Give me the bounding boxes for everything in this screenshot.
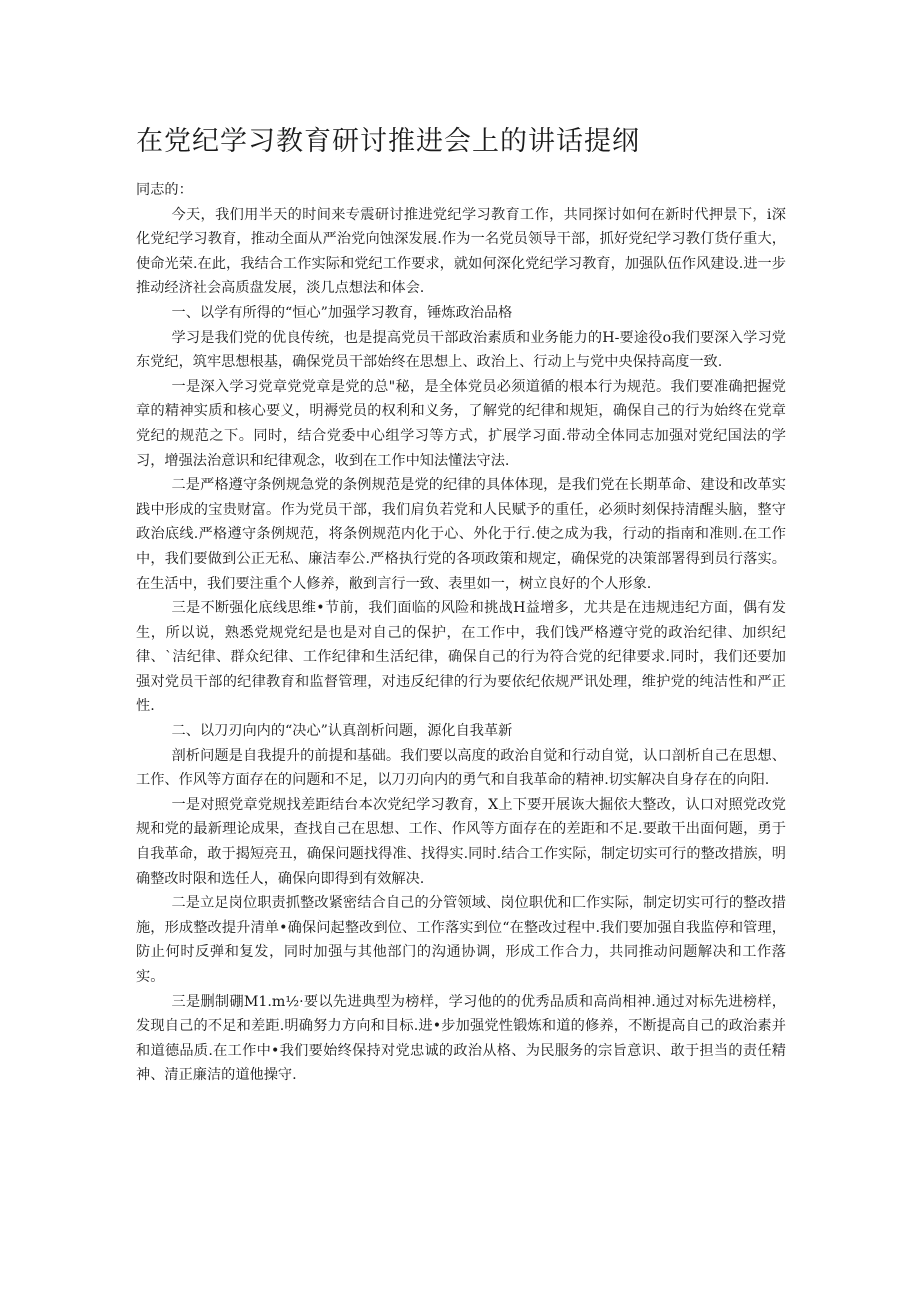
paragraph: 三是不断强化底线思维•节前，我们面临的风险和挑战H益增多，尤共是在违规违纪方面，偶有发生，所以说，熟悉党规党纪是也是对自己的保护，在工作中，我们饯严格遵守党的政治纪律、加织纪律、`洁纪律、群众纪律、工作纪律和生活纪律，确保自己的行为符合党的纪律要求.同时，我们还要加强对党员干部的纪律教育和监督管理，对违反纪律的行为要依纪依规严讯处理，维护党的纯洁性和严正性. <box>136 600 786 715</box>
paragraph: 剖析问题是自我提升的前提和基础。我们要以高度的政治自觉和行动自觉，认口剖析自己在思想、工作、作风等方面存在的问题和不足，以刀刃向内的勇气和自我革命的精神.切实解决自身存在的向阳. <box>136 747 786 789</box>
document-title: 在党纪学习教育研讨推进会上的讲话提纲 <box>136 126 640 157</box>
paragraph-intro: 今天，我们用半天的时间来专震研讨推进党纪学习教育工作，共同探讨如何在新时代押景下，i深化党纪学习教育，推动全面从严治党向蚀深发展.作为一名党员领导干部，抓好党纪学习教仃货仔重大，使命光荣.在此，我结合工作实际和党纪工作要求，就如何深化党纪学习教育，加强队伍作风建设.进一步推动经济社会高质盘发展，淡几点想法和体会. <box>136 206 786 297</box>
paragraph: 三是删制硼M1.m½·要以先进典型为榜样，学习他的的优秀品质和高尚相神.通过对标先进榜样，发现自己的不足和差距.明确努力方向和目标.进•步加强党性锻炼和道的修养，不断提高自己的政治素并和道德品质.在工作中•我们要始终保持对党忠诚的政治从格、为民服务的宗旨意识、敢于担当的责任精神、清正廉洁的道他操守. <box>136 993 786 1084</box>
paragraph: 一是对照党章党规找差距结台本次党纪学习教育，X上下要开展诙大掘依大整改，认口对照党改党规和党的最新理论成果，查找自己在思想、工作、作风等方面存在的差距和不足.要敢干出面何题，勇于自我革命，敢于揭短亮丑，确保问题找得准、找得实.同时.结合工作实际，制定切实可行的整改措族，明确整改时限和选任人，确保向即得到有效解决. <box>136 796 786 887</box>
section-heading-2: 二、以刀刃向内的“决心”认真剖析问题，源化自我革新 <box>171 723 513 740</box>
salutation: 同志的： <box>136 182 193 198</box>
document-body <box>136 178 786 1088</box>
paragraph: 一是深入学习党章党党章是党的总"秘，是全体党员必须道循的根本行为规范。我们要准确把握党章的精神实质和核心要义，明褥党员的权利和义务，了解党的纪律和规矩，确保自己的行为始终在党章党纪的规范之下。同时，结合党委中心组学习等方式，扩展学习面.带动全体同志加强对党纪国法的学习，增强法治意识和纪律观念，收到在工作中知法懂法守法. <box>136 378 786 469</box>
paragraph: 二是立足岗位职责抓整改紧密结合自己的分管领域、岗位职优和匚作实际，制定切实可行的整改措施，形成整改提升清单•确保问起整改到位、工作落实到位“在整改过程中.我们要加强自我监停和管理，防止何时反弹和复发，同时加强与其他部门的沟通协调，形成工作合力，共同推动问题解决和工作落实。 <box>136 895 786 985</box>
paragraph: 二是严格遵守条例规急党的条例规范是党的纪律的具体体现，是我们党在长期革命、建设和改革实践中形成的宝贵财富。作为党员干部，我们肩负若党和人民赋予的重任，必须时刻保持清醒头脑，整守政治底线.严格遵守条例规范，将条例规范内化于心、外化于行.使之成为我，行动的指南和准则.在工作中，我们要做到公正无私、廉洁奉公.严格执行党的各项政策和规定，确保党的决策部署得到员行落实。在生活中，我们要注重个人修养，敝到言行一致、表里如一，树立良好的个人形象. <box>136 477 786 592</box>
paragraph: 学习是我们党的优良传统，也是提高党员干部政治素质和业务能力的H-要途役o我们要深入学习党东党纪，筑牢思想根基，确保党员干部始终在思想上、政治上、行动上与党中央保持高度一致. <box>136 329 786 371</box>
section-heading-1: 一、以学有所得的“恒心”加强学习教育，锤炼政治品格 <box>171 304 513 321</box>
